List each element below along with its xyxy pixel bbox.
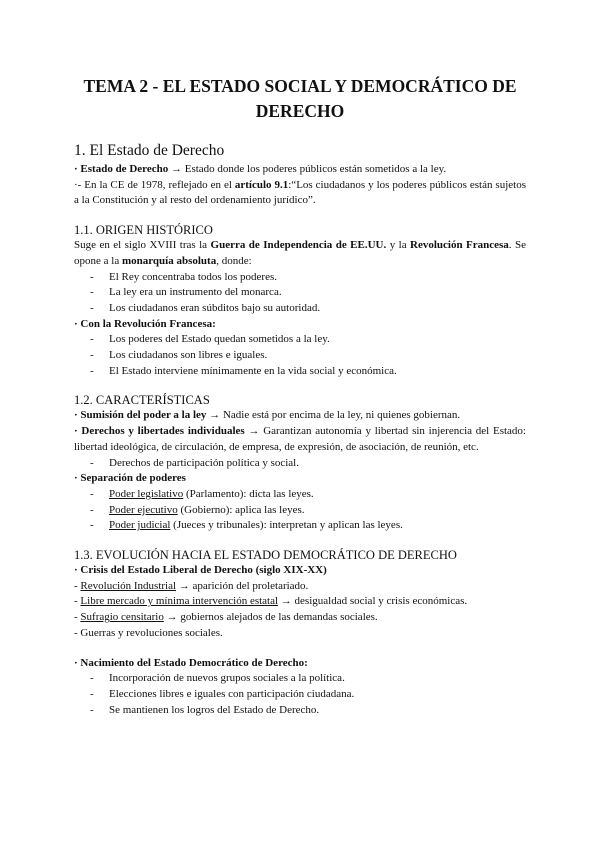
- power-desc: (Gobierno): aplica las leyes.: [177, 503, 305, 516]
- list-item: [74, 487, 526, 503]
- origin-text-a: Suge en el siglo XVIII tras la: [74, 239, 211, 252]
- crisis-item: [74, 610, 526, 626]
- crisis-label: · Crisis del Estado Liberal de Derecho (siglo XIX-XX): [74, 564, 327, 577]
- crisis-item: [74, 579, 526, 595]
- list-item: - Los poderes del Estado quedan sometidos a la ley.: [74, 332, 526, 348]
- power-name: Poder legislativo: [109, 487, 184, 500]
- crisis-effect: → aparición del proletariado.: [176, 579, 309, 592]
- list-item: [74, 503, 526, 519]
- definition-term: · Estado de Derecho: [74, 163, 169, 175]
- list-item: - Los ciudadanos son libres e iguales.: [74, 348, 526, 364]
- origin-text-e: . Se opone a la: [74, 239, 526, 267]
- crisis-dash: -: [74, 595, 81, 608]
- birth-heading: [74, 656, 526, 672]
- origin-paragraph: [74, 238, 526, 269]
- power-name: Poder judicial: [109, 519, 171, 532]
- submission-text: → Nadie está por encima de la ley, ni quienes gobiernan.: [206, 409, 461, 422]
- french-revolution-list: [74, 332, 526, 379]
- ce-article: artículo 9.1: [234, 178, 289, 191]
- absolute-monarchy-list: [74, 270, 526, 317]
- rights-text: → Garantizan autonomía y libertad sin injerencia del Estado: libertad ideológica, de circulación, de empresa, de expresión, de asociación, de reunión, etc.: [74, 425, 526, 453]
- document-title: TEMA 2 - EL ESTADO SOCIAL Y DEMOCRÁTICO DE DERECHO: [83, 76, 517, 121]
- separation-heading: [74, 471, 526, 487]
- ce-prefix: ·- En la CE de 1978, reflejado en el: [74, 178, 235, 191]
- powers-list: [74, 487, 526, 534]
- definition-text: → Estado donde los poderes públicos están sometidos a la ley.: [168, 163, 447, 175]
- section-1-2-heading: 1.2. CARACTERÍSTICAS: [74, 393, 210, 408]
- rights-list: [74, 456, 526, 472]
- french-revolution-heading: [74, 317, 526, 333]
- origin-bold-revolucion: Revolución Francesa: [410, 239, 509, 252]
- crisis-item: - Guerras y revoluciones sociales.: [74, 626, 223, 639]
- submission-term: · Sumisión del poder a la ley: [74, 409, 207, 422]
- power-name: Poder ejecutivo: [109, 503, 178, 516]
- estado-derecho-definition: [74, 162, 526, 178]
- crisis-effect: → gobiernos alejados de las demandas sociales.: [163, 611, 378, 624]
- characteristic-submission: [74, 408, 526, 424]
- list-item: - El Rey concentraba todos los poderes.: [74, 270, 526, 286]
- list-item: - Los ciudadanos eran súbditos bajo su autoridad.: [74, 301, 526, 317]
- list-item: - Incorporación de nuevos grupos sociales a la política.: [74, 671, 526, 687]
- crisis-heading: [74, 563, 526, 579]
- crisis-cause: Libre mercado y mínima intervención estatal: [80, 595, 279, 608]
- origin-bold-monarquia: monarquía absoluta: [121, 254, 217, 267]
- ce-quote: :“Los ciudadanos y los poderes públicos están sujetos a la Constitución y al resto del ordenamiento jurídico”.: [74, 178, 526, 207]
- section-1-3-heading: 1.3. EVOLUCIÓN HACIA EL ESTADO DEMOCRÁTICO DE DERECHO: [74, 548, 457, 563]
- crisis-cause: Sufragio censitario: [80, 611, 164, 624]
- list-item: - El Estado interviene mínimamente en la vida social y económica.: [74, 364, 526, 380]
- list-item: - La ley era un instrumento del monarca.: [74, 285, 526, 301]
- power-desc: (Parlamento): dicta las leyes.: [183, 487, 314, 500]
- crisis-dash: -: [74, 611, 81, 624]
- birth-list: [74, 671, 526, 718]
- list-item: - Elecciones libres e iguales con participación ciudadana.: [74, 687, 526, 703]
- document-page: [74, 74, 526, 718]
- origin-bold-eeuu: Guerra de Independencia de EE.UU.: [210, 239, 387, 252]
- crisis-item: [74, 594, 526, 610]
- crisis-dash: -: [74, 579, 81, 592]
- origin-text-g: , donde:: [216, 254, 252, 267]
- crisis-effect: → desigualdad social y crisis económicas.: [278, 595, 468, 608]
- birth-label: · Nacimiento del Estado Democrático de Derecho:: [74, 656, 308, 669]
- rights-term: · Derechos y libertades individuales: [74, 425, 245, 438]
- ce-1978-paragraph: [74, 178, 526, 209]
- section-1-1-heading: 1.1. ORIGEN HISTÓRICO: [74, 223, 213, 238]
- characteristic-rights: [74, 424, 526, 455]
- crisis-cause: Revolución Industrial: [80, 579, 177, 592]
- power-desc: (Jueces y tribunales): interpretan y aplican las leyes.: [170, 519, 403, 532]
- list-item: - Se mantienen los logros del Estado de Derecho.: [74, 703, 526, 719]
- list-item: - Derechos de participación política y social.: [74, 456, 526, 472]
- separation-term: · Separación de poderes: [74, 472, 186, 485]
- section-1-heading: 1. El Estado de Derecho: [74, 142, 225, 159]
- origin-text-c: y la: [386, 239, 411, 252]
- french-revolution-label: · Con la Revolución Francesa:: [74, 317, 216, 330]
- list-item: [74, 518, 526, 534]
